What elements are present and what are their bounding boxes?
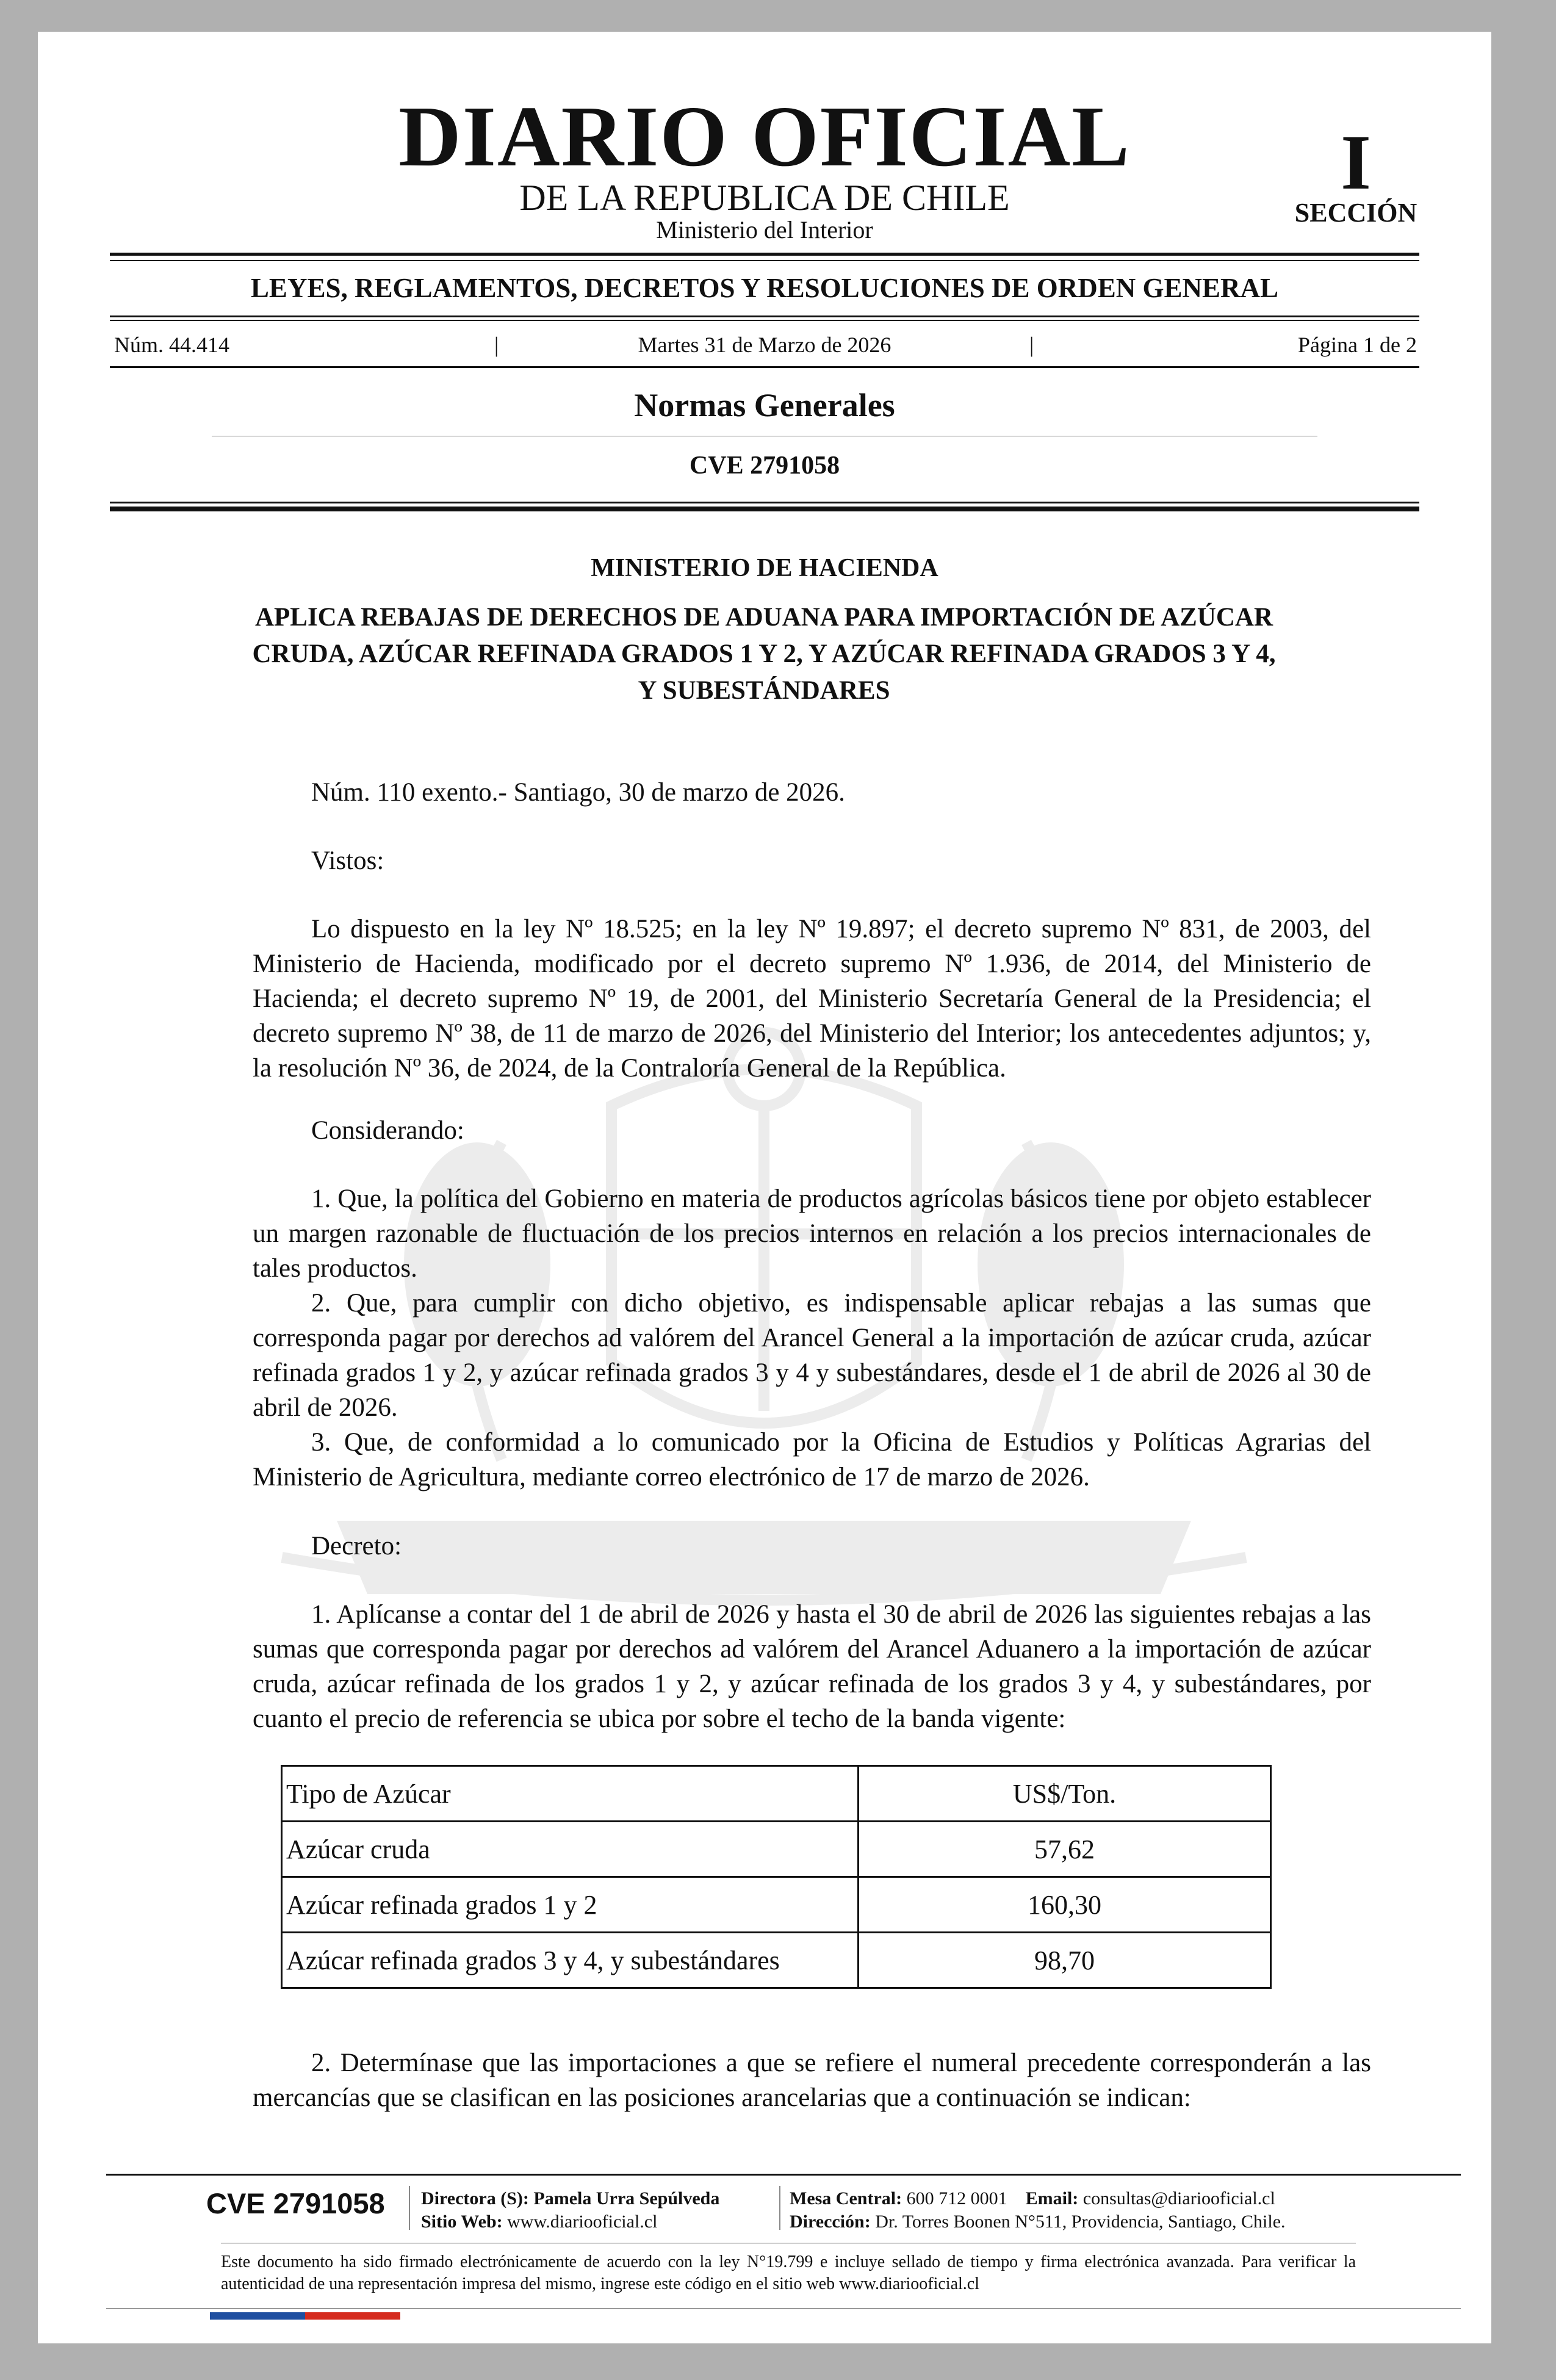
masthead-rule-top [110, 253, 1419, 256]
footer-address [790, 2210, 1430, 2234]
table-row [282, 1822, 1271, 1877]
masthead-ministry: Ministerio del Interior [656, 216, 873, 243]
footer-website [421, 2210, 818, 2234]
footer-bottom-rule [106, 2308, 1461, 2309]
director-name: Pamela Urra Sepúlveda [533, 2188, 720, 2209]
address-label: Dirección: [790, 2212, 871, 2232]
table-header-cell: Tipo de Azúcar [282, 1766, 859, 1822]
table-row [282, 1933, 1271, 1988]
decree-title: APLICA REBAJAS DE DERECHOS DE ADUANA PARA IMPORTACIÓN DE AZÚCAR CRUDA, AZÚCAR REFINADA GRADOS 1 Y 2, Y AZÚCAR REFINADA GRADOS 3 Y 4, Y SUBESTÁNDARES [252, 603, 1276, 705]
considerando-label: Considerando: [311, 1116, 464, 1145]
email-label: Email: [1025, 2188, 1079, 2209]
section-number: I [1341, 119, 1371, 206]
cve-code: CVE 2791058 [689, 452, 840, 480]
masthead-subtitle: DE LA REPUBLICA DE CHILE [519, 178, 1010, 218]
section-label: SECCIÓN [1294, 198, 1417, 228]
header-rule-thick [110, 507, 1419, 511]
category-rule-thin [110, 320, 1419, 321]
table-cell: Azúcar cruda [282, 1822, 859, 1877]
issue-number: Núm. 44.414 [114, 333, 229, 357]
considerando-3: 3. Que, de conformidad a lo comunicado por la Oficina de Estudios y Políticas Agrarias del Ministerio de Agricultura, mediante correo electrónico de 17 de marzo de 2026. [253, 1428, 1371, 1491]
vistos-label: Vistos: [311, 846, 384, 875]
section-title: Normas Generales [634, 387, 895, 424]
website-link[interactable]: www.diariooficial.cl [507, 2212, 658, 2232]
table-cell: Azúcar refinada grados 3 y 4, y subestándares [282, 1933, 859, 1988]
ministry-heading: MINISTERIO DE HACIENDA [591, 554, 938, 582]
info-separator: | [494, 333, 499, 357]
flag-bar-red [305, 2312, 400, 2320]
director-label: Directora (S): [421, 2188, 529, 2209]
table-cell: 98,70 [859, 1933, 1271, 1988]
vistos-text: Lo dispuesto en la ley Nº 18.525; en la ley Nº 19.897; el decreto supremo Nº 831, de 2003, del Ministerio de Hacienda, modificado por el decreto supremo Nº 1.936, de 2014, del Ministerio de Hacienda; el decreto supremo Nº 19, de 2001, del Ministerio Secretaría General de la Presidencia; el decreto supremo Nº 38, de 11 de marzo de 2026, del Ministerio del Interior; los antecedentes adjuntos; y, la resolución Nº 36, de 2024, de la Contraloría General de la República. [253, 915, 1371, 1083]
footer-rule [106, 2174, 1461, 2176]
footer-director [421, 2187, 818, 2210]
section-title-divider [212, 436, 1317, 437]
footer-divider [409, 2186, 410, 2230]
table-header-row [282, 1766, 1271, 1822]
table-row [282, 1877, 1271, 1933]
phone-label: Mesa Central: [790, 2188, 902, 2209]
decree-number: Núm. 110 exento.- Santiago, 30 de marzo de 2026. [311, 778, 845, 807]
considerando-2: 2. Que, para cumplir con dicho objetivo, es indispensable aplicar rebajas a las sumas que corresponda pagar por derechos ad valórem del Arancel General a la importación de azúcar cruda, azúcar refinada grados 1 y 2, y azúcar refinada grados 3 y 4 y subestándares, desde el 1 de abril de 2026 al 30 de abril de 2026. [253, 1289, 1371, 1422]
flag-bar-blue [210, 2312, 305, 2320]
header-rule-thin [110, 502, 1419, 503]
footer-divider [779, 2186, 780, 2230]
info-rule [110, 366, 1419, 368]
table-cell: 57,62 [859, 1822, 1271, 1877]
issue-date: Martes 31 de Marzo de 2026 [638, 333, 891, 357]
phone-value: 600 712 0001 [906, 2188, 1007, 2209]
table-header-cell: US$/Ton. [859, 1766, 1271, 1822]
masthead-title: DIARIO OFICIAL [398, 88, 1131, 184]
address-value: Dr. Torres Boonen N°511, Providencia, Santiago, Chile. [875, 2212, 1286, 2232]
footer-contact [790, 2187, 1400, 2210]
decreto-label: Decreto: [311, 1532, 402, 1560]
footer-cve: CVE 2791058 [206, 2187, 385, 2220]
considerando-1: 1. Que, la política del Gobierno en materia de productos agrícolas básicos tiene por objeto establecer un margen razonable de fluctuación de los precios internos en relación a los precios internacionales de tales productos. [253, 1185, 1371, 1283]
table-cell: Azúcar refinada grados 1 y 2 [282, 1877, 859, 1933]
decreto-2: 2. Determínase que las importaciones a que se refiere el numeral precedente corresponderán a las mercancías que se clasifican en las posiciones arancelarias que a continuación se indican: [253, 2049, 1371, 2112]
page-number: Página 1 de 2 [1298, 333, 1417, 357]
website-label: Sitio Web: [421, 2212, 503, 2232]
email-link[interactable]: consultas@diariooficial.cl [1082, 2188, 1275, 2209]
decreto-1: 1. Aplícanse a contar del 1 de abril de 2026 y hasta el 30 de abril de 2026 las siguientes rebajas a las sumas que corresponda pagar por derechos ad valórem del Arancel Aduanero a la importación de azúcar cruda, azúcar refinada de los grados 1 y 2, y azúcar refinada de los grados 3 y 4, y subestándares, por cuanto el precio de referencia se ubica por sobre el techo de la banda vigente: [253, 1600, 1371, 1733]
document-page [38, 32, 1491, 2343]
masthead-rule-top-thin [110, 260, 1419, 261]
info-separator: | [1029, 333, 1034, 357]
table-cell: 160,30 [859, 1877, 1271, 1933]
sugar-rebate-table [281, 1765, 1272, 1989]
footer-note-divider [221, 2243, 1356, 2244]
category-heading: LEYES, REGLAMENTOS, DECRETOS Y RESOLUCIONES DE ORDEN GENERAL [250, 273, 1279, 303]
footer-signature-note: Este documento ha sido firmado electrónicamente de acuerdo con la ley N°19.799 e incluye sellado de tiempo y firma electrónica avanzada. Para verificar la autenticidad de una representación impresa del mismo, ingrese este código en el sitio web www.diariooficial.cl [221, 2252, 1356, 2293]
category-rule [110, 316, 1419, 317]
